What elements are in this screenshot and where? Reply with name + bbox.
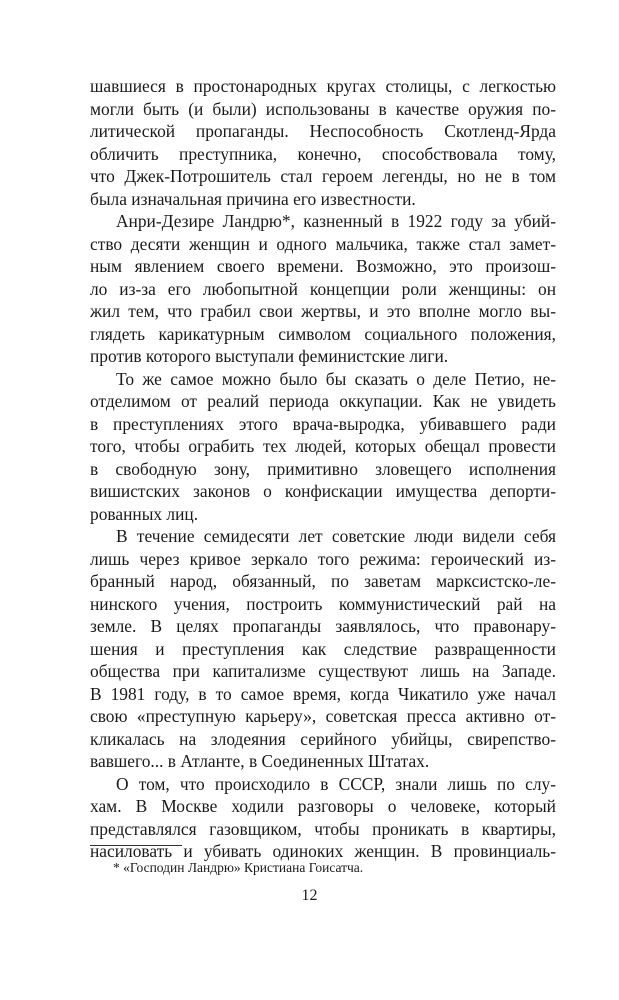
text-line: кликалась на злодеяния серийного убийцы, свирепство-: [90, 728, 556, 749]
text-line: глядеть карикатурным символом социального положения,: [90, 323, 556, 344]
text-line: что Джек-Потрошитель стал героем легенды, но не в том: [90, 166, 556, 186]
text-line: хам. В Москве ходили разговоры о человеке, который: [90, 796, 556, 816]
text-line: отделимом от реалий периода оккупации. Как не увидеть: [90, 391, 556, 411]
text-line: В 1981 году, в то самое время, когда Чикатило уже начал: [90, 683, 556, 704]
text-line: свою «преступную карьеру», советская пресса активно от-: [90, 706, 556, 726]
text-line: вавшего... в Атланте, в Соединенных Штатах.: [90, 751, 430, 771]
text-line: могли быть (и были) использованы в качестве оружия по-: [90, 98, 556, 119]
text-line: жил тем, что грабил свои жертвы, и это вполне могло вы-: [90, 301, 556, 321]
text-line: нинского учения, построить коммунистический рай на: [90, 593, 556, 614]
text-line: Анри-Дезире Ландрю*, казненный в 1922 году за убий-: [116, 211, 556, 231]
text-line: в преступлениях этого врача-выродка, убивавшего ради: [90, 413, 556, 434]
text-line: лишь через кривое зеркало того режима: героический из-: [90, 548, 556, 569]
text-line: рованных лиц.: [90, 503, 199, 524]
text-line: представлялся газовщиком, чтобы проникать в квартиры,: [90, 818, 556, 839]
text-line: общества при капитализме существуют лишь на Западе.: [90, 661, 556, 681]
text-line: против которого выступали феминистские лиги.: [90, 346, 449, 366]
body-text: [90, 75, 556, 863]
footnote: * «Господин Ландрю» Кристиана Гоисатча.: [113, 860, 364, 875]
text-line: шения и преступления как следствие развращенности: [90, 638, 556, 659]
text-line: ство десяти женщин и одного мальчика, также стал замет-: [90, 233, 556, 254]
text-line: литической пропаганды. Неспособность Скотленд-Ярда: [90, 121, 556, 141]
text-line: вишистских законов о конфискации имущества депорти-: [90, 481, 556, 501]
text-line: была изначальная причина его известности.: [90, 188, 416, 209]
text-line: шавшиеся в простонародных кругах столицы, с легкостью: [90, 76, 556, 96]
footnote-divider: [90, 845, 182, 846]
text-line: обличить преступника, конечно, способствовала тому,: [90, 143, 556, 164]
text-line: ло из-за его любопытной концепции роли женщины: он: [90, 278, 556, 299]
text-line: насиловать и убивать одиноких женщин. В провинциаль-: [90, 841, 556, 861]
text-line: То же самое можно было бы сказать о деле Петио, не-: [116, 368, 556, 389]
page-number: 12: [301, 887, 318, 904]
text-line: В течение семидесяти лет советские люди видели себя: [116, 526, 556, 546]
text-line: бранный народ, обязанный, по заветам марксистско-ле-: [90, 571, 556, 591]
text-line: в свободную зону, примитивно зловещего исполнения: [90, 458, 556, 479]
text-line: О том, что происходило в СССР, знали лишь по слу-: [116, 773, 556, 794]
text-line: того, чтобы ограбить тех людей, которых обещал провести: [90, 436, 556, 456]
text-line: ным явлением своего времени. Возможно, это произош-: [90, 256, 556, 276]
text-line: земле. В целях пропаганды заявлялось, что правонару-: [90, 616, 556, 636]
